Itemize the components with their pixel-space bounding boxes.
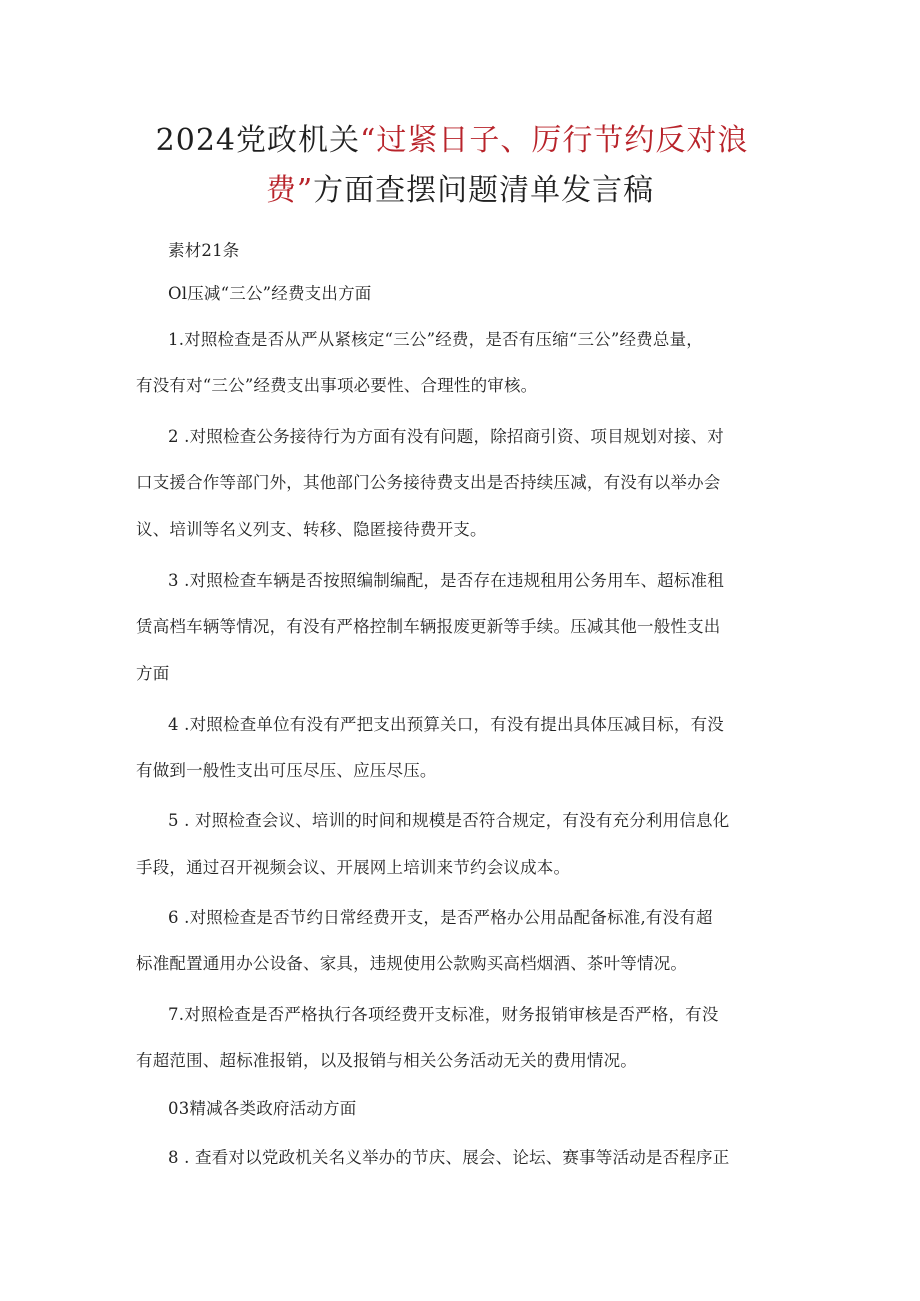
item-5-line-1: 5 . 对照检查会议、培训的时间和规模是否符合规定，有没有充分利用信息化 [168,811,730,830]
item-7-line-1: 7.对照检查是否严格执行各项经费开支标准，财务报销审核是否严格，有没 [168,1005,719,1024]
item-2-line-3: 议、培训等名义列支、转移、隐匿接待费开支。 [136,520,487,539]
item-4-line-2: 有做到一般性支出可压尽压、应压尽压。 [136,761,437,780]
item-5-line-2: 手段，通过召开视频会议、开展网上培训来节约会议成本。 [136,858,571,877]
title-prefix: 2024党政机关 [155,123,360,158]
document-title-line-1 [0,119,912,163]
item-2-line-1: 2 .对照检查公务接待行为方面有没有问题，除招商引资、项目规划对接、对 [168,427,724,446]
section-heading-01: Ol压减“三公”经费支出方面 [168,284,372,303]
item-6-line-1: 6 .对照检查是否节约日常经费开支，是否严格办公用品配备标准,有没有超 [168,908,713,927]
item-8-line-1: 8 . 查看对以党政机关名义举办的节庆、展会、论坛、赛事等活动是否程序正 [168,1148,730,1167]
title-suffix: 方面查摆问题清单发言稿 [313,173,655,208]
title-highlight: “过紧日子、厉行节约反对浪 [360,123,749,158]
item-6-line-2: 标准配置通用办公设备、家具，违规使用公款购买高档烟酒、茶叶等情况。 [136,954,688,973]
title-highlight-end: 费” [265,173,314,208]
item-2-line-2: 口支援合作等部门外，其他部门公务接待费支出是否持续压减，有没有以举办会 [136,473,721,492]
document-title-line-2 [0,169,920,213]
section-heading-03: 03精减各类政府活动方面 [168,1099,357,1118]
item-7-line-2: 有超范围、超标准报销，以及报销与相关公务活动无关的费用情况。 [136,1051,637,1070]
item-1-line-1: 1.对照检查是否从严从紧核定“三公”经费，是否有压缩“三公”经费总量， [168,330,703,349]
item-1-line-2: 有没有对“三公”经费支出事项必要性、合理性的审核。 [136,376,538,395]
item-3-line-2: 赁高档车辆等情况，有没有严格控制车辆报废更新等手续。压减其他一般性支出 [136,617,721,636]
item-3-line-1: 3 .对照检查车辆是否按照编制编配，是否存在违规租用公务用车、超标准租 [168,571,724,590]
item-3-line-3: 方面 [136,664,170,683]
material-count: 素材21条 [168,241,240,260]
item-4-line-1: 4 .对照检查单位有没有严把支出预算关口，有没有提出具体压减目标，有没 [168,715,724,734]
